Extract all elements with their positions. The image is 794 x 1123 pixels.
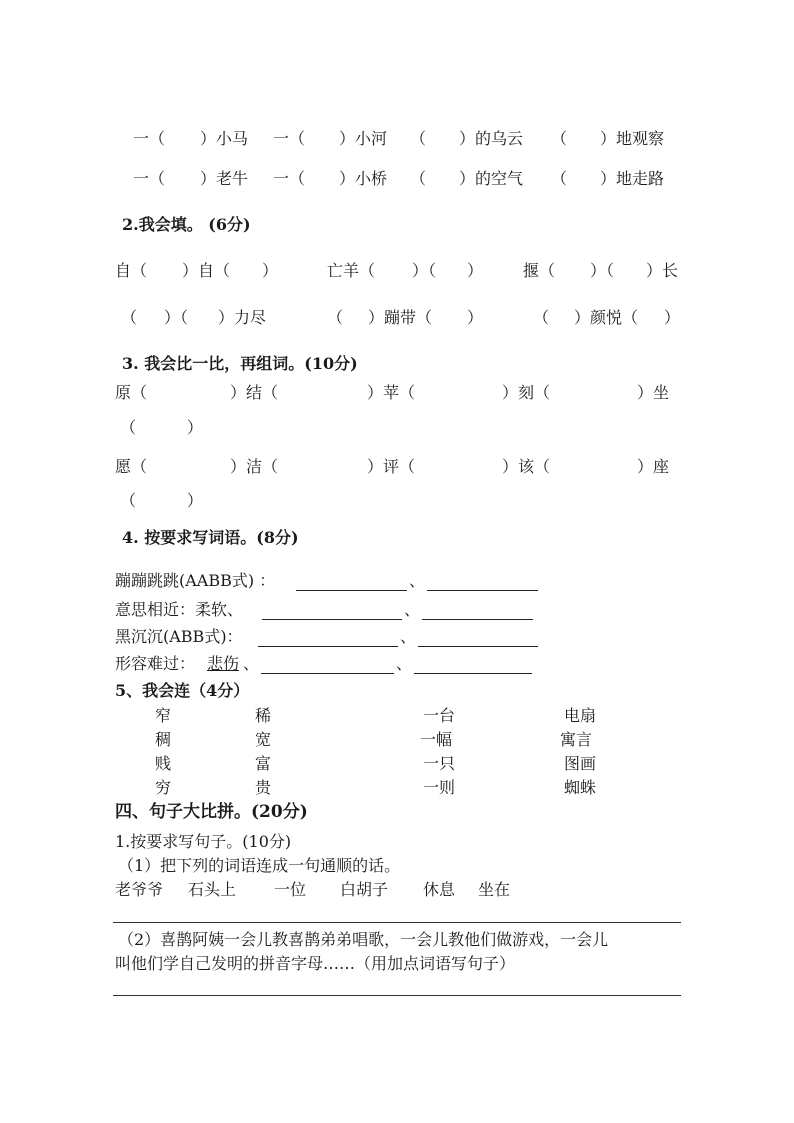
text-segment: 亡羊（ [327, 261, 376, 280]
text-segment: ）该（ [502, 457, 551, 476]
word-chip: 石头上 [188, 880, 237, 899]
part-4-title: 四、句子大比拼。(20分) [115, 802, 308, 822]
match-item[interactable]: 贵 [255, 778, 272, 797]
section-5-title: 5、我会连（4分） [115, 681, 250, 700]
text-segment: ）的空气 [459, 169, 524, 188]
match-item[interactable]: 蜘蛛 [564, 778, 597, 797]
text-segment: （ [533, 308, 550, 327]
text-segment: 一（ [133, 129, 166, 148]
word-chip: 一位 [274, 880, 307, 899]
text-segment: ）（ [590, 261, 615, 280]
match-item[interactable]: 稠 [155, 730, 172, 749]
answer-blank[interactable] [261, 655, 394, 674]
word-chip: 坐在 [478, 880, 511, 899]
text-segment: ）老牛 [200, 169, 249, 188]
match-item[interactable]: 富 [255, 754, 272, 773]
match-item[interactable]: 电扇 [564, 706, 597, 725]
match-item[interactable]: 一则 [423, 778, 456, 797]
text-segment: ） [467, 261, 484, 280]
text-segment: 一（ [133, 169, 166, 188]
answer-blank[interactable] [427, 572, 538, 591]
text-segment: ）苹（ [367, 383, 416, 402]
example-word: 悲伤 [207, 654, 240, 673]
text-segment: 一（ [273, 169, 306, 188]
question-1-label: 1.按要求写句子。(10分) [115, 832, 292, 851]
text-segment: ）地走路 [600, 169, 665, 188]
text-segment: ）小河 [339, 129, 388, 148]
match-item[interactable]: 一幅 [420, 730, 453, 749]
question-1-instruction: （1）把下列的词语连成一句通顺的话。 [118, 856, 401, 875]
section-3-title: 3. 我会比一比，再组词。(10分) [122, 354, 358, 373]
answer-line[interactable] [113, 922, 681, 923]
text-segment: ）蹦带（ [368, 308, 433, 327]
text-segment: （ [121, 308, 138, 327]
text-segment: （ ） [120, 418, 203, 437]
separator: 、 [400, 627, 417, 646]
text-segment: ）评（ [367, 457, 416, 476]
text-segment: ） [664, 308, 681, 327]
separator: 、 [243, 654, 260, 673]
question-2-text-line-1: （2）喜鹊阿姨一会儿教喜鹊弟弟唱歌，一会儿教他们做游戏，一会儿 [118, 930, 609, 949]
word-label: 蹦蹦跳跳(AABB式) ： [115, 571, 276, 590]
word-label: 形容难过： [115, 654, 196, 673]
separator: 、 [409, 571, 426, 590]
answer-blank[interactable] [296, 572, 407, 591]
text-segment: 原（ [115, 383, 148, 402]
answer-blank[interactable] [258, 628, 398, 647]
text-segment: 揠（ [523, 261, 556, 280]
text-segment: 一（ [273, 129, 306, 148]
text-segment: ）力尽 [218, 308, 267, 327]
match-item[interactable]: 宽 [255, 730, 272, 749]
word-label: 意思相近：柔软、 [115, 600, 244, 619]
match-item[interactable]: 穷 [155, 778, 172, 797]
text-segment: ）洁（ [230, 457, 279, 476]
text-segment: ）地观察 [600, 129, 665, 148]
text-segment: 愿（ [115, 457, 148, 476]
text-segment: ）（ [164, 308, 189, 327]
section-2-title: 2.我会填。 (6分) [122, 215, 251, 234]
text-segment: （ ） [120, 491, 203, 510]
text-segment: ）小马 [200, 129, 249, 148]
text-segment: ）长 [646, 261, 679, 280]
word-label: 黑沉沉(ABB式)： [115, 627, 243, 646]
text-segment: ） [467, 308, 484, 327]
word-chip: 休息 [423, 880, 456, 899]
text-segment: ）刻（ [502, 383, 551, 402]
text-segment: （ [327, 308, 344, 327]
text-segment: （ [551, 129, 568, 148]
word-chip: 白胡子 [340, 880, 389, 899]
answer-blank[interactable] [414, 655, 532, 674]
answer-line[interactable] [113, 995, 681, 996]
match-item[interactable]: 稀 [255, 706, 272, 725]
text-segment: ）座 [637, 457, 670, 476]
text-segment: 自（ [115, 261, 148, 280]
word-chip: 老爷爷 [115, 880, 164, 899]
section-4-title: 4. 按要求写词语。(8分) [122, 528, 299, 547]
answer-blank[interactable] [422, 601, 533, 620]
text-segment: （ [410, 169, 427, 188]
match-item[interactable]: 图画 [564, 754, 597, 773]
text-segment: ）颜悦（ [574, 308, 639, 327]
match-item[interactable]: 一台 [423, 706, 456, 725]
text-segment: （ [551, 169, 568, 188]
match-item[interactable]: 贱 [155, 754, 172, 773]
match-item[interactable]: 一只 [423, 754, 456, 773]
text-segment: ）的乌云 [459, 129, 524, 148]
answer-blank[interactable] [262, 601, 402, 620]
question-2-text-line-2: 叫他们学自己发明的拼音字母……（用加点词语写句子） [115, 954, 516, 973]
text-segment: ）结（ [230, 383, 279, 402]
separator: 、 [396, 654, 413, 673]
answer-blank[interactable] [418, 628, 538, 647]
text-segment: ） [262, 261, 279, 280]
separator: 、 [404, 600, 421, 619]
match-item[interactable]: 窄 [155, 706, 172, 725]
match-item[interactable]: 寓言 [560, 730, 593, 749]
text-segment: ）坐 [637, 383, 670, 402]
text-segment: ）小桥 [339, 169, 388, 188]
text-segment: ）（ [412, 261, 437, 280]
text-segment: ）自（ [182, 261, 231, 280]
text-segment: （ [410, 129, 427, 148]
